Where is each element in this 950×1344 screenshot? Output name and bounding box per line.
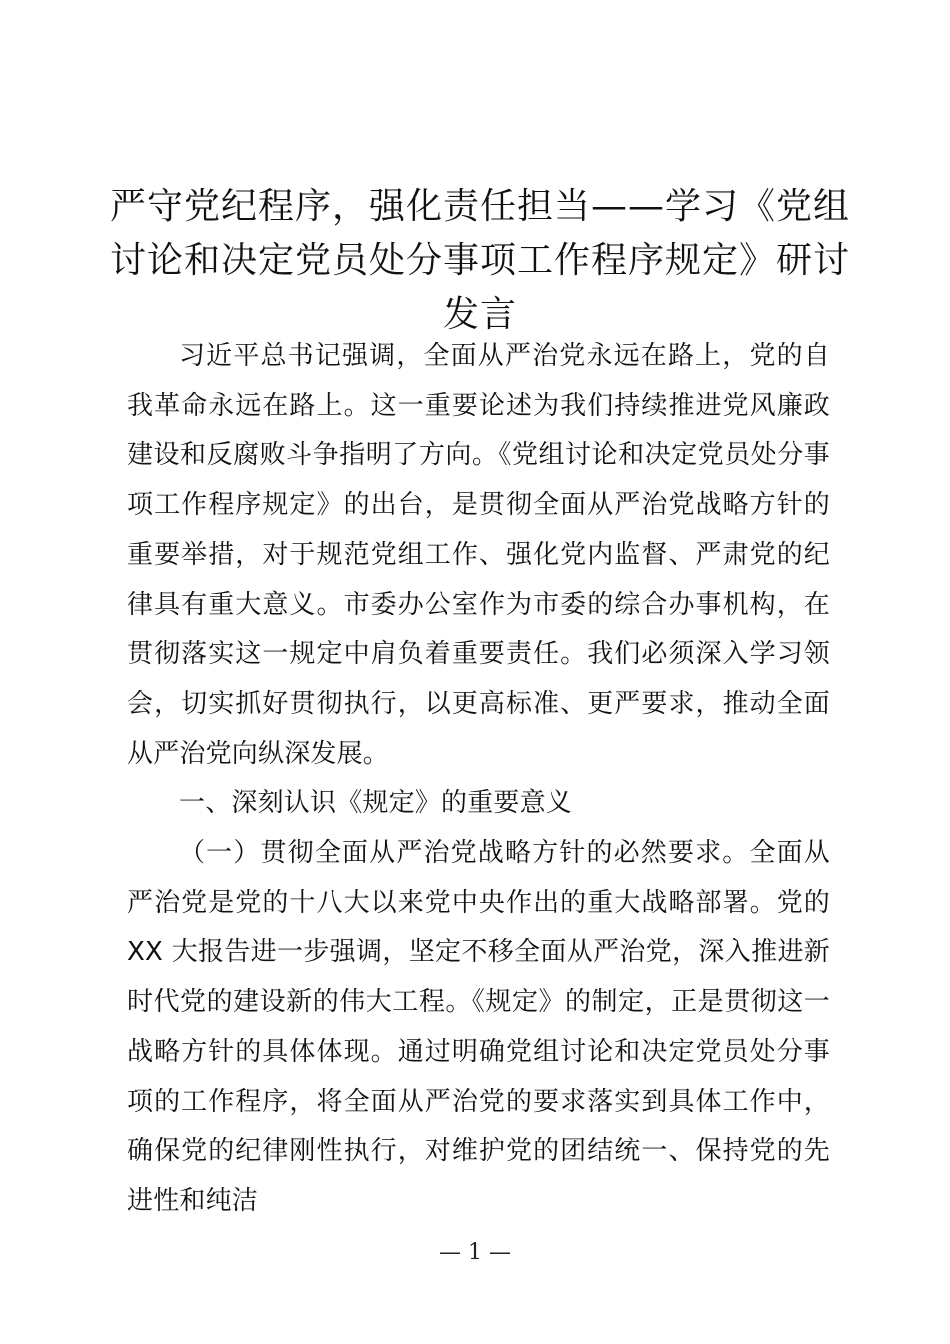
document-title: 严守党纪程序，强化责任担当——学习《党组讨论和决定党员处分事项工作程序规定》研讨发言 <box>110 186 851 335</box>
document-body <box>127 332 830 1227</box>
paragraph-section-one: （一）贯彻全面从严治党战略方针的必然要求。全面从严治党是党的十八大以来党中央作出的重大战略部署。党的 XX 大报告进一步强调，坚定不移全面从严治党，深入推进新时代党的建设新的伟大工程。《规定》的制定，正是贯彻这一战略方针的具体体现。通过明确党组讨论和决定党员处分事项的工作程序，将全面从严治党的要求落实到具体工作中，确保党的纪律刚性执行，对维护党的团结统一、保持党的先进性和纯洁 <box>127 838 830 1216</box>
section-heading: 一、深刻认识《规定》的重要意义 <box>179 788 573 819</box>
page-number: — 1 — <box>439 1240 511 1265</box>
paragraph-intro: 习近平总书记强调，全面从严治党永远在路上，党的自我革命永远在路上。这一重要论述为我们持续推进党风廉政建设和反腐败斗争指明了方向。《党组讨论和决定党员处分事项工作程序规定》的出台，是贯彻全面从严治党战略方针的重要举措，对于规范党组工作、强化党内监督、严肃党的纪律具有重大意义。市委办公室作为市委的综合办事机构，在贯彻落实这一规定中肩负着重要责任。我们必须深入学习领会，切实抓好贯彻执行，以更高标准、更严要求，推动全面从严治党向纵深发展。 <box>127 341 830 769</box>
